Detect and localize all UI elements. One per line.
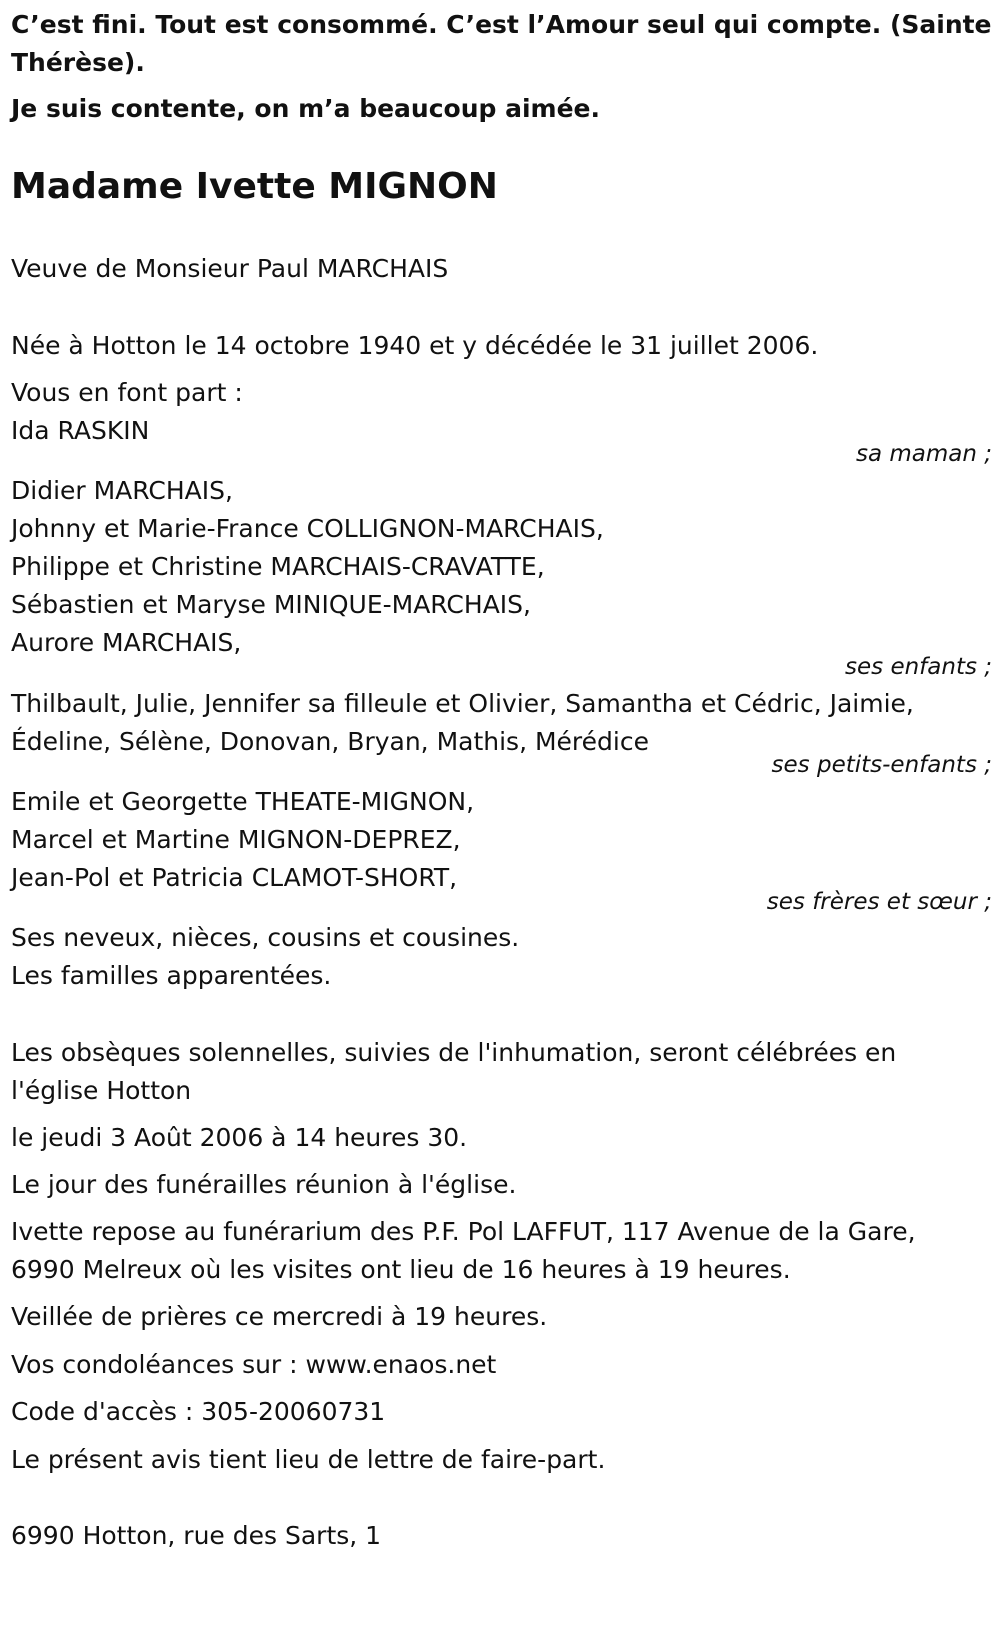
funeral-date: le jeudi 3 Août 2006 à 14 heures 30. <box>11 1123 468 1152</box>
funeral-line: l'église Hotton <box>11 1076 192 1105</box>
sibling-line: Marcel et Martine MIGNON-DEPREZ, <box>11 825 461 854</box>
child-line: Sébastien et Maryse MINIQUE-MARCHAIS, <box>11 590 531 619</box>
child-line: Aurore MARCHAIS, <box>11 628 242 657</box>
siblings-role: ses frères et sœur ; <box>766 889 992 915</box>
grandchildren-role: ses petits-enfants ; <box>771 752 992 778</box>
announcement-intro: Vous en font part : <box>11 378 243 407</box>
children-role: ses enfants ; <box>845 654 992 680</box>
funeral-line: Les obsèques solennelles, suivies de l'inhumation, seront célébrées en <box>11 1038 897 1067</box>
birth-death-line: Née à Hotton le 14 octobre 1940 et y décédée le 31 juillet 2006. <box>11 331 819 360</box>
vigil-line: Veillée de prières ce mercredi à 19 heures. <box>11 1302 548 1331</box>
access-code-line: Code d'accès : 305-20060731 <box>11 1397 386 1426</box>
deceased-name: Madame Ivette MIGNON <box>11 166 498 207</box>
funerarium-line: 6990 Melreux où les visites ont lieu de 16 heures à 19 heures. <box>11 1255 791 1284</box>
child-line: Didier MARCHAIS, <box>11 476 233 505</box>
quote-line-1: C’est fini. Tout est consommé. C’est l’Amour seul qui compte. (Sainte <box>11 10 992 39</box>
widow-of: Veuve de Monsieur Paul MARCHAIS <box>11 254 449 283</box>
family-address: 6990 Hotton, rue des Sarts, 1 <box>11 1521 382 1550</box>
mother-role: sa maman ; <box>855 441 992 467</box>
quote-line-3: Je suis contente, on m’a beaucoup aimée. <box>11 94 601 123</box>
grandchildren-line: Thilbault, Julie, Jennifer sa filleule et Olivier, Samantha et Cédric, Jaimie, <box>11 689 914 718</box>
child-line: Johnny et Marie-France COLLIGNON-MARCHAIS, <box>11 514 604 543</box>
funeral-meeting: Le jour des funérailles réunion à l'église. <box>11 1170 517 1199</box>
sibling-line: Emile et Georgette THEATE-MIGNON, <box>11 787 475 816</box>
mother-name: Ida RASKIN <box>11 416 150 445</box>
condolences-line: Vos condoléances sur : www.enaos.net <box>11 1350 497 1379</box>
extended-family-line: Ses neveux, nièces, cousins et cousines. <box>11 923 520 952</box>
grandchildren-line: Édeline, Sélène, Donovan, Bryan, Mathis, Mérédice <box>11 727 649 756</box>
notice-disclaimer: Le présent avis tient lieu de lettre de faire-part. <box>11 1445 606 1474</box>
extended-family-line: Les familles apparentées. <box>11 961 332 990</box>
sibling-line: Jean-Pol et Patricia CLAMOT-SHORT, <box>11 863 458 892</box>
funerarium-line: Ivette repose au funérarium des P.F. Pol LAFFUT, 117 Avenue de la Gare, <box>11 1217 916 1246</box>
quote-line-2: Thérèse). <box>11 48 145 77</box>
child-line: Philippe et Christine MARCHAIS-CRAVATTE, <box>11 552 545 581</box>
